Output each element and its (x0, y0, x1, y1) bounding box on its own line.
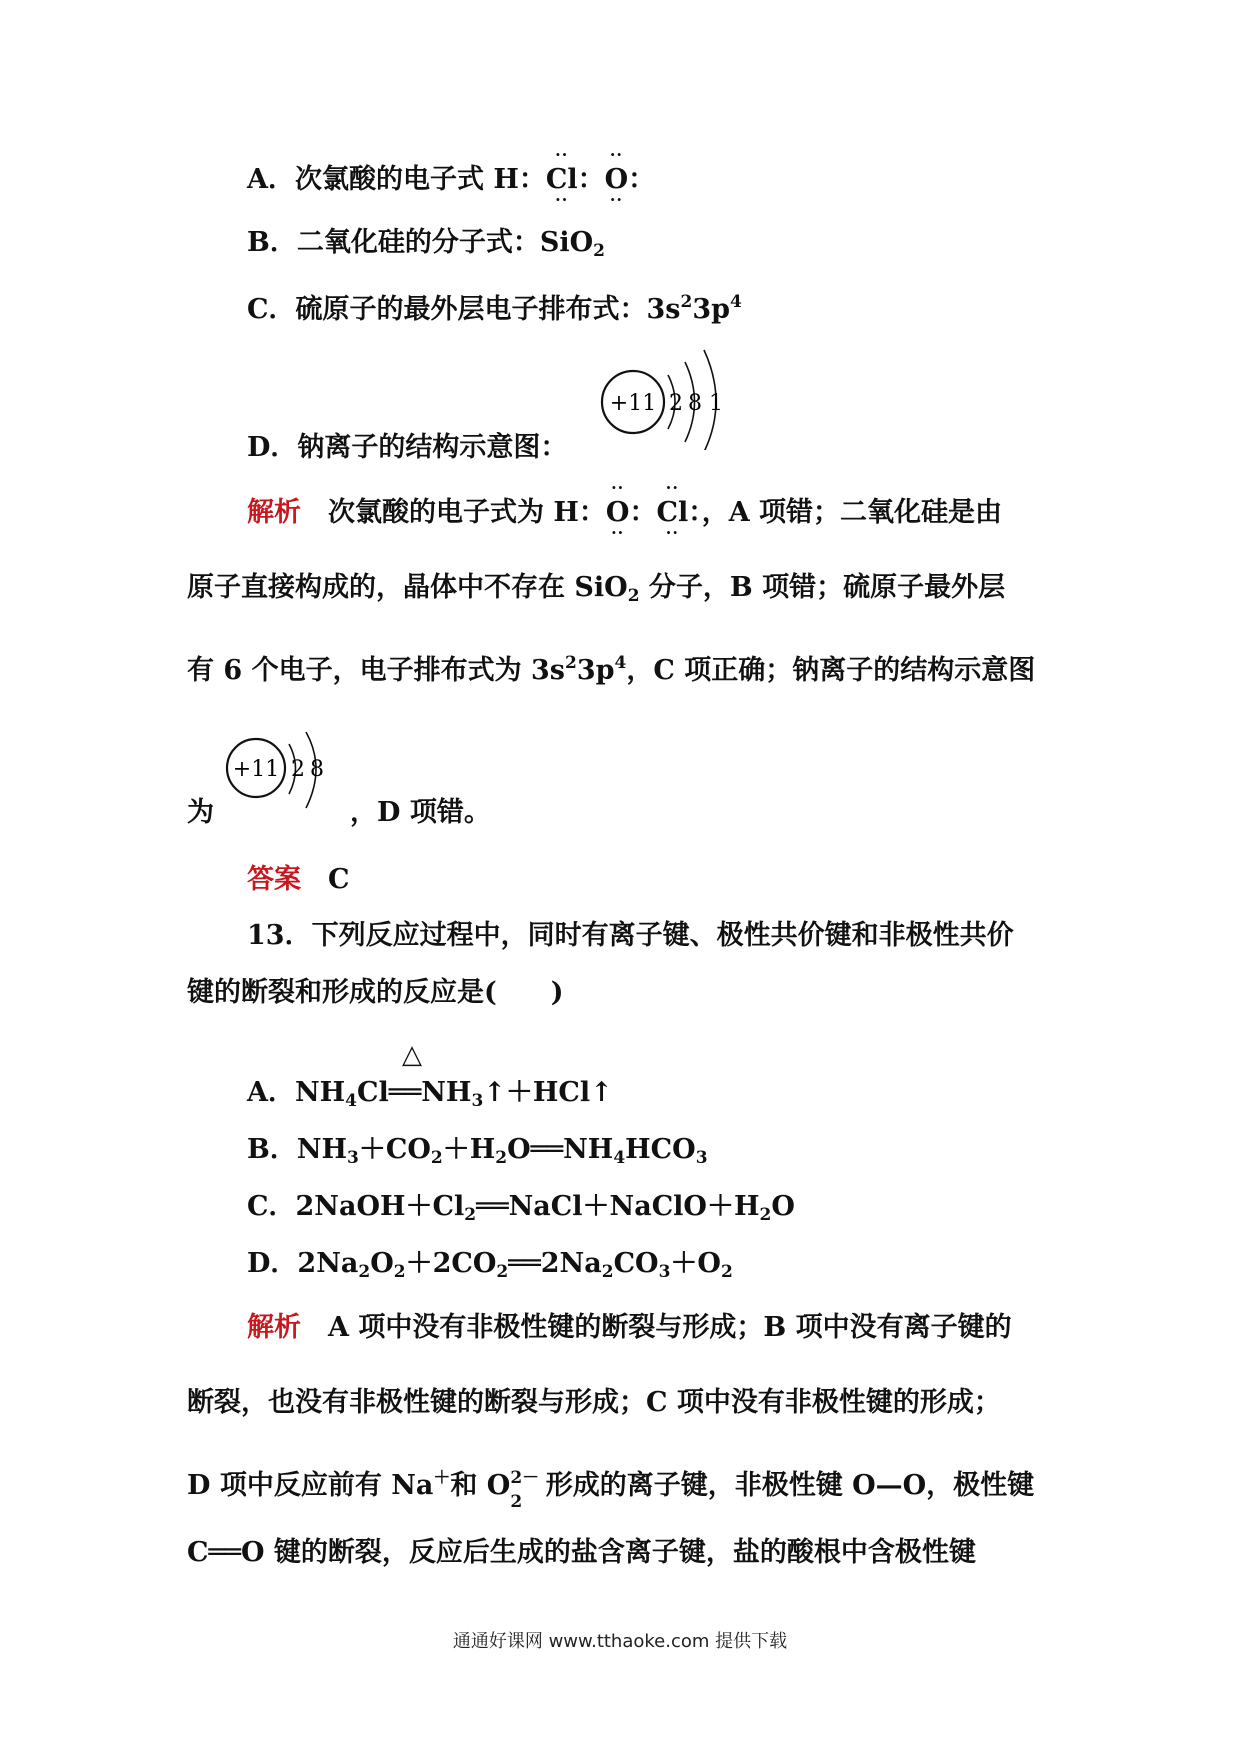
subscript: 2 (759, 1205, 772, 1225)
analysis-text: 和 O (450, 1470, 511, 1501)
equals-sign: ══ (530, 1134, 564, 1165)
formula: O (507, 1134, 531, 1165)
shell-count: 8 (688, 391, 702, 416)
formula-colon: ： (577, 164, 605, 195)
formula: ↑＋HCl↑ (483, 1077, 613, 1108)
superscript: 4 (614, 653, 627, 673)
nucleus-label: +11 (609, 391, 657, 416)
formula-colon: ： (518, 164, 546, 195)
formula: B．NH (247, 1134, 348, 1165)
formula: A．NH (247, 1077, 346, 1108)
subscript: 2 (720, 1262, 733, 1282)
superscript: 2－ (510, 1468, 540, 1488)
analysis-text: 3p (576, 655, 615, 686)
option-d-text: D．钠离子的结构示意图： (247, 432, 568, 463)
formula: HCO (625, 1134, 696, 1165)
option-a-text: A．次氯酸的电子式 (247, 164, 494, 195)
formula: O (771, 1191, 795, 1222)
subscript: 2 (464, 1205, 477, 1225)
subscript: 2 (601, 1262, 614, 1282)
analysis-tag: 解析 (247, 1312, 301, 1343)
formula-cl-text: Cl (545, 164, 578, 195)
question-stem: 13．下列反应过程中，同时有离子键、极性共价键和非极性共价 (247, 920, 1014, 951)
analysis-text: 有 6 个电子，电子排布式为 3s (187, 655, 565, 686)
subscript: 2 (430, 1148, 443, 1168)
formula: ＋2CO (405, 1248, 497, 1279)
equals-sign: ══ (476, 1191, 509, 1222)
analysis-text: 形成的离子键，非极性键 O—O，极性键 (536, 1470, 1035, 1501)
formula-cl-text: Cl (656, 497, 689, 528)
q12-analysis-line-1 (247, 495, 1002, 531)
heat-triangle: △ (402, 1040, 422, 1070)
superscript: ＋ (433, 1468, 451, 1488)
shell-count: 1 (709, 391, 723, 416)
question-stem: 键的断裂和形成的反应是( ) (187, 977, 564, 1008)
superscript: 2 (564, 653, 577, 673)
subscript: 4 (345, 1091, 357, 1111)
option-c-text: C．硫原子的最外层电子排布式： (247, 294, 647, 325)
formula: ＋H (442, 1134, 496, 1165)
analysis-text: 次氯酸的电子式为 H： (328, 497, 606, 528)
formula: D．2Na (247, 1248, 359, 1279)
subscript: 2 (393, 1262, 406, 1282)
subscript: 4 (613, 1148, 626, 1168)
shell-count: 8 (310, 757, 324, 782)
formula: 2Na (540, 1248, 602, 1279)
analysis-text: 断裂，也没有非极性键的断裂与形成；C 项中没有非极性键的形成； (187, 1387, 1001, 1418)
q12-analysis-line-2 (187, 570, 1005, 614)
option-b-text: B．二氧化硅的分子式： (247, 227, 540, 258)
q12-option-c (247, 284, 742, 328)
subscript: 2 (495, 1148, 508, 1168)
q13-analysis-line-3 (187, 1460, 1035, 1512)
sodium-atom-diagram (600, 340, 730, 450)
q12-option-a (247, 162, 655, 198)
sodium-ion-diagram (224, 722, 334, 812)
q12-option-d (247, 430, 567, 466)
formula: ＋CO (358, 1134, 431, 1165)
formula-cl (546, 162, 578, 198)
formula: ＋O (670, 1248, 721, 1279)
formula-cl (656, 495, 688, 531)
q12-analysis-line-3 (187, 645, 1035, 689)
subscript: 3 (471, 1091, 484, 1111)
analysis-text: A 项中没有非极性键的断裂与形成；B 项中没有离子键的 (328, 1312, 1012, 1343)
formula-h: H (493, 164, 519, 195)
formula: SiO (539, 227, 594, 258)
charge-stack (510, 1468, 540, 1512)
analysis-tag: 解析 (247, 497, 301, 528)
q13-analysis-line-4 (187, 1535, 976, 1571)
equals-sign: ══ (508, 1248, 541, 1279)
formula: Cl (356, 1077, 389, 1108)
analysis-text: D 项中反应前有 Na (187, 1470, 434, 1501)
formula: CO (613, 1248, 659, 1279)
analysis-text: ：，A 项错；二氧化硅是由 (688, 497, 1003, 528)
formula: O (370, 1248, 394, 1279)
subscript: 3 (347, 1148, 359, 1168)
shell-count: 2 (291, 757, 305, 782)
analysis-text: 分子，B 项错；硫原子最外层 (639, 572, 1006, 603)
q12-option-b (247, 225, 605, 269)
q12-analysis-line-4b (350, 795, 491, 831)
heat-symbol (402, 1037, 422, 1073)
q13-stem-line-1 (247, 918, 1014, 954)
q13-option-d (247, 1246, 733, 1290)
analysis-text: ，D 项错。 (350, 797, 491, 828)
q13-option-a (247, 1075, 613, 1119)
analysis-text: O 键的断裂，反应后生成的盐含离子键，盐的酸根中含极性键 (241, 1537, 976, 1568)
formula: C．2NaOH＋Cl (247, 1191, 465, 1222)
equals-sign: ══ (388, 1077, 422, 1108)
formula-o-text: O (604, 164, 629, 195)
analysis-text: 原子直接构成的，晶体中不存在 SiO (187, 572, 628, 603)
formula-o-text: O (605, 497, 630, 528)
subscript: 2 (593, 241, 605, 261)
q13-analysis-line-2 (187, 1385, 1001, 1421)
subscript: 2 (496, 1262, 509, 1282)
shell-count: 2 (669, 391, 683, 416)
superscript: 2 (680, 292, 693, 312)
formula: NH (421, 1077, 472, 1108)
formula-o (605, 162, 629, 198)
analysis-text: ，C 项正确；钠离子的结构示意图 (626, 655, 1036, 686)
answer-value: C (328, 864, 350, 895)
subscript: 2 (627, 586, 640, 606)
analysis-text: 为 (187, 797, 214, 828)
formula-colon: ： (628, 164, 656, 195)
formula: 3p (692, 294, 731, 325)
formula: NH (563, 1134, 614, 1165)
equals-sign: ══ (208, 1537, 242, 1568)
nucleus-label: +11 (232, 757, 280, 782)
superscript: 4 (730, 292, 742, 312)
formula-o (606, 495, 630, 531)
q12-analysis-line-4a (187, 795, 214, 831)
formula: NaCl＋NaClO＋H (508, 1191, 760, 1222)
subscript: 2 (510, 1492, 523, 1512)
analysis-text: C (187, 1537, 209, 1568)
q13-analysis-line-1 (247, 1310, 1012, 1346)
q13-stem-line-2 (187, 975, 564, 1011)
formula-colon: ： (629, 497, 657, 528)
q13-option-b (247, 1132, 708, 1176)
answer-tag: 答案 (247, 864, 301, 895)
page-footer: 通通好课网 www.tthaoke.com 提供下载 (452, 1631, 788, 1652)
q12-answer (247, 862, 350, 898)
subscript: 3 (695, 1148, 708, 1168)
q13-option-c (247, 1189, 795, 1233)
subscript: 3 (658, 1262, 671, 1282)
subscript: 2 (358, 1262, 371, 1282)
formula: 3s (646, 294, 681, 325)
